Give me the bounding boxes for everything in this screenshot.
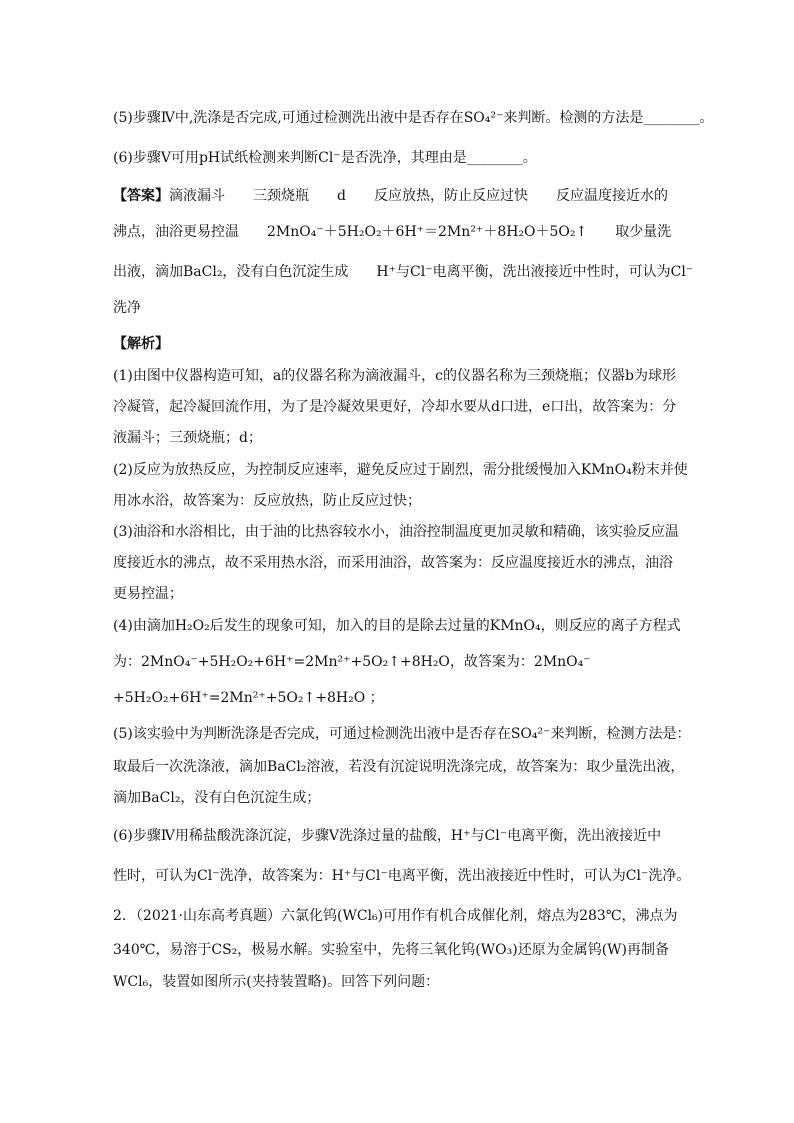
- answer-text-1: 滴液漏斗 三颈烧瓶 d 反应放热，防止反应过快 反应温度接近水的: [169, 188, 668, 204]
- analysis-6b: 性时，可认为Cl⁻洗净，故答案为：H⁺与Cl⁻电离平衡，洗出液接近中性时，可认为Cl⁻洗净。: [113, 868, 691, 884]
- question-2-line-2: 340℃，易溶于CS₂，极易水解。实验室中，先将三氧化钨(WO₃)还原为金属钨(W)再制备: [113, 942, 670, 958]
- analysis-1a: (1)由图中仪器构造可知，a的仪器名称为滴液漏斗，c的仪器名称为三颈烧瓶；仪器b为球形: [113, 368, 676, 384]
- answer-line-1: [113, 186, 693, 206]
- analysis-3c: 更易控温；: [113, 586, 183, 602]
- analysis-4a: (4)由滴加H₂O₂后发生的现象可知，加入的目的是除去过量的KMnO₄，则反应的离子方程式: [113, 618, 681, 634]
- analysis-2b: 用冰水浴，故答案为：反应放热，防止反应过快；: [113, 493, 421, 509]
- question-5: (5)步骤Ⅳ中,洗涤是否完成,可通过检测洗出液中是否存在SO₄²⁻来判断。检测的方法是________。: [113, 110, 714, 126]
- analysis-6a: (6)步骤Ⅳ用稀盐酸洗涤沉淀，步骤Ⅴ洗涤过量的盐酸，H⁺与Cl⁻电离平衡，洗出液接近中: [113, 828, 662, 844]
- answer-label: 【答案】: [113, 188, 169, 204]
- analysis-4c: +5H₂O₂+6H⁺=2Mn²⁺+5O₂↑+8H₂O ；: [113, 690, 384, 706]
- analysis-3a: (3)油浴和水浴相比，由于油的比热容较水小，油浴控制温度更加灵敏和精确，该实验反应温: [113, 524, 679, 540]
- analysis-4b: 为：2MnO₄⁻+5H₂O₂+6H⁺=2Mn²⁺+5O₂↑+8H₂O，故答案为：2MnO₄⁻: [113, 654, 591, 670]
- analysis-3b: 度接近水的沸点，故不采用热水浴，而采用油浴，故答案为：反应温度接近水的沸点，油浴: [113, 555, 673, 571]
- analysis-5c: 滴加BaCl₂，没有白色沉淀生成；: [113, 790, 321, 806]
- analysis-1c: 液漏斗；三颈烧瓶；d；: [113, 430, 262, 446]
- analysis-5b: 取最后一次洗涤液，滴加BaCl₂溶液，若没有沉淀说明洗涤完成，故答案为：取少量洗出液，: [113, 759, 685, 775]
- analysis-1b: 冷凝管，起冷凝回流作用，为了是冷凝效果更好，冷却水要从d口进，e口出，故答案为：分: [113, 399, 677, 415]
- answer-line-2: 沸点，油浴更易控温 2MnO₄⁻＋5H₂O₂＋6H⁺＝2Mn²⁺＋8H₂O＋5O₂↑ 取少量洗: [113, 224, 672, 240]
- analysis-label: 【解析】: [113, 336, 169, 352]
- question-2-line-1: 2．（2021·山东高考真题）六氯化钨(WCl₆)可用作有机合成催化剂，熔点为283℃，沸点为: [113, 908, 678, 924]
- answer-line-4: 洗净: [113, 300, 141, 316]
- question-6: (6)步骤Ⅴ可用pH试纸检测来判断Cl⁻是否洗净，其理由是________。: [113, 150, 537, 166]
- answer-line-3: 出液，滴加BaCl₂，没有白色沉淀生成 H⁺与Cl⁻电离平衡，洗出液接近中性时，可认为Cl⁻: [113, 264, 694, 280]
- question-2-line-3: WCl₆，装置如图所示(夹持装置略)。回答下列问题：: [113, 974, 440, 990]
- analysis-5a: (5)该实验中为判断洗涤是否完成，可通过检测洗出液中是否存在SO₄²⁻来判断，检测方法是：: [113, 726, 691, 742]
- analysis-2a: (2)反应为放热反应，为控制反应速率，避免反应过于剧烈，需分批缓慢加入KMnO₄粉末并使: [113, 462, 688, 478]
